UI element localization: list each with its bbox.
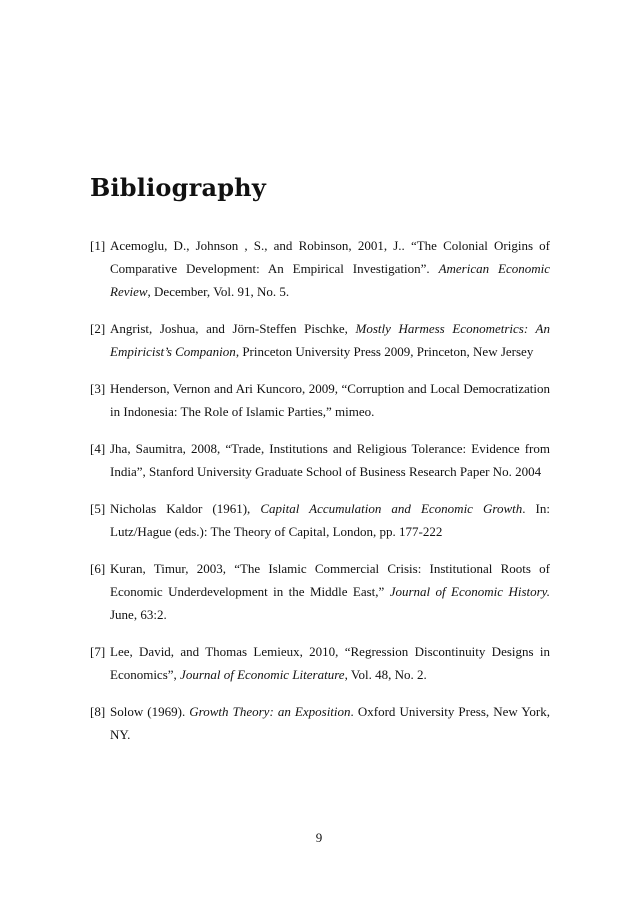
bib-text-part: June, 63:2.: [110, 607, 167, 622]
bibliography-heading: Bibliography: [90, 173, 266, 202]
bib-italic-part: Mostly Harmess Econometrics: An Empiricist’s Companion: [110, 321, 550, 359]
bib-entry-text: [110, 497, 550, 543]
bib-entry-text: [110, 317, 550, 363]
bib-entry-text: [110, 557, 550, 626]
bib-entry-text: [110, 377, 550, 423]
bib-text-part: . In: Lutz/Hague (eds.): The Theory of Capital, London, pp. 177-222: [110, 501, 550, 539]
bib-text-part: Henderson, Vernon and Ari Kuncoro, 2009, “Corruption and Local Democratization in Indonesia: The Role of Islamic Parties,” mimeo.: [110, 381, 550, 419]
bib-entry-5: [90, 497, 550, 543]
bib-entry-number: [6]: [90, 561, 106, 576]
bib-entry-text: [110, 640, 550, 686]
bib-entry-number: [7]: [90, 644, 106, 659]
bib-entry-text: [110, 234, 550, 303]
bib-text-part: Angrist, Joshua, and Jörn-Steffen Pischke,: [110, 321, 356, 336]
bib-entry-6: [90, 557, 550, 626]
bib-entry-number: [4]: [90, 441, 106, 456]
page-number: 9: [315, 830, 323, 845]
bib-entry-number: [3]: [90, 381, 106, 396]
bib-text-part: Nicholas Kaldor (1961),: [110, 501, 261, 516]
bib-text-part: Solow (1969).: [110, 704, 190, 719]
bib-italic-part: Journal of Economic History.: [389, 584, 550, 599]
bib-entry-number: [1]: [90, 238, 106, 253]
bib-entry-number: [8]: [90, 704, 106, 719]
bib-entry-8: [90, 700, 550, 746]
bibliography-list: [90, 234, 550, 760]
bib-italic-part: Growth Theory: an Exposition: [189, 704, 351, 719]
bib-italic-part: Journal of Economic Literature: [180, 667, 345, 682]
bib-entry-1: [90, 234, 550, 303]
bib-text-part: Jha, Saumitra, 2008, “Trade, Institutions and Religious Tolerance: Evidence from India”, Stanford University Graduate School of Business Research Paper No. 2004: [110, 441, 550, 479]
bib-entry-text: [110, 700, 550, 746]
bib-text-part: Lee, David, and Thomas Lemieux, 2010, “Regression Discontinuity Designs in Economics”,: [110, 644, 550, 682]
bib-entry-number: [5]: [90, 501, 106, 516]
bib-entry-4: [90, 437, 550, 483]
bib-text-part: , Vol. 48, No. 2.: [344, 667, 427, 682]
bib-entry-2: [90, 317, 550, 363]
bib-text-part: Kuran, Timur, 2003, “The Islamic Commercial Crisis: Institutional Roots of Economic Underdevelopment in the Middle East,”: [110, 561, 550, 599]
bib-entry-3: [90, 377, 550, 423]
bib-text-part: , Princeton University Press 2009, Princeton, New Jersey: [235, 344, 534, 359]
bib-text-part: Acemoglu, D., Johnson , S., and Robinson, 2001, J.. “The Colonial Origins of Comparative Development: An Empirical Investigation”.: [110, 238, 550, 276]
bib-italic-part: American Economic Review: [110, 261, 550, 299]
bib-italic-part: Capital Accumulation and Economic Growth: [260, 501, 523, 516]
bib-entry-text: [110, 437, 550, 483]
bib-entry-7: [90, 640, 550, 686]
bib-text-part: . Oxford University Press, New York, NY.: [110, 704, 551, 742]
bib-text-part: , December, Vol. 91, No. 5.: [147, 284, 290, 299]
bib-entry-number: [2]: [90, 321, 106, 336]
